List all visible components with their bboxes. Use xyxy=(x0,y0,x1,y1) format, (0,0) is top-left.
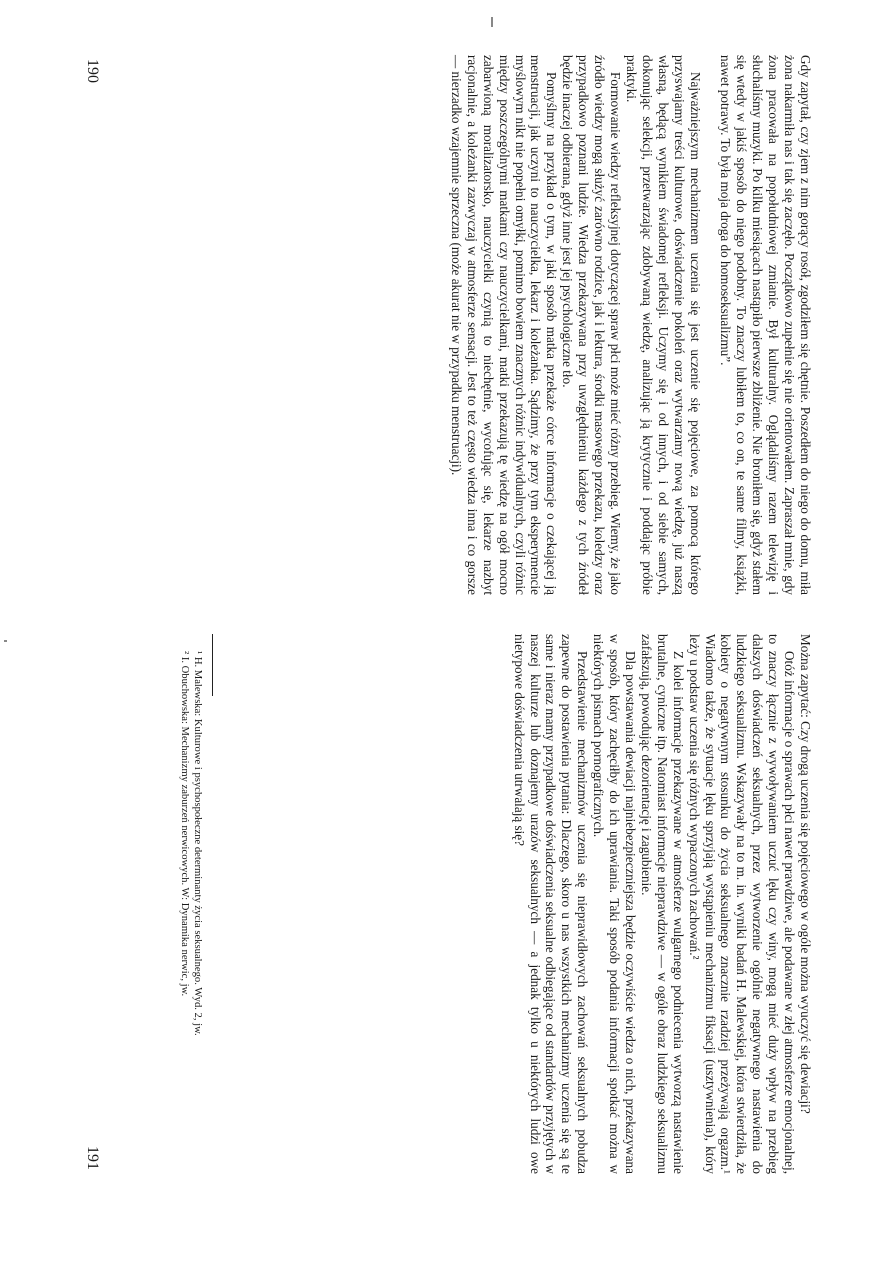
paragraph: Można zapytać: Czy drogą uczenia się pojęciowego w ogóle można wyuczyć się dewiacji? xyxy=(798,634,813,1114)
scan-mark xyxy=(491,17,493,27)
paragraph: Dla powstawania dewiacji najniebezpieczniejsza będzie oczywiście wiedza o nich, przekazywana w sposób, który zachęciłby do ich uprawiania. Taki sposób podania informacji spotkać można w niektórych pismach pornograficznych. xyxy=(591,634,639,1174)
scan-mark xyxy=(4,640,7,642)
paragraph: Pomyślmy na przykład o tym, w jaki sposób matka przekaże córce informacje o czekającej ją menstruacji, jak uczyni to nauczycielka, lekarz i koleżanka. Sądzimy, że przy tym eksperymencie myślowym nikt nie popełni omyłki, pomimo bowiem znacznych różnic indywidualnych, czyli różnic między poszczególnymi matkami czy nauczycielkami, matki przekazują tę wiedzę na ogół mocno zabarwioną moralizatorsko, nauczycielki czynią to niechętnie, wycofując się, lekarze nazbyt racjonalnie, a koleżanki zazwyczaj w atmosferze sensacji. Jest to też często wiedza inna i co gorsze — nierzadko wzajemnie sprzeczna (może akurat nie w przypadku menstruacji). xyxy=(448,55,560,595)
page-191 xyxy=(73,634,813,1174)
footnote: ¹ H. Malewska: Kulturowe i psychospołeczne determinanty życia seksualnego. Wyd. 2, jw. xyxy=(192,651,203,1036)
paragraph: Otóż informacje o sprawach płci nawet prawdziwe, ale podawane w złej atmosferze emocjonalnej, to znaczy łącznie z wywoływaniem uczuć lęku czy winy, mogą mieć duży wpływ na przebieg dalszych doświadczeń seksualnych, przez wytworzenie ogólnie negatywnego nastawienia do ludzkiego seksualizmu. Wskazywały na to m. in. wyniki badań H. Malewskiej, która stwierdziła, że kobiety o negatywnym stosunku do życia seksualnego znacznie rzadziej przeżywają orgazm.¹ Wiadomo także, że sytuacje lęku sprzyjają wystąpieniu mechanizmu fiksacji (usztywnienia), który leży u podstaw uczenia się różnych wypaczonych zachowań.² xyxy=(686,634,798,1174)
paragraph: Gdy zapytał, czy zjem z nim gorący rosół, zgodziłem się chętnie. Poszedłem do niego do domu, miła żona nakarmiła nas i tak się zaczęło. Początkowo zupełnie się nie orientowałem. Zapraszał mnie, gdy żona pracowała na popołudniowej zmianie. Był kulturalny. Oglądaliśmy razem telewizję i słuchaliśmy muzyki. Po kilku miesiącach nastąpiło pierwsze zbliżenie. Nie broniłem się, gdyż stałem się wtedy w jakiś sposób do niego podobny. To znaczy lubiłem to, co on, te same filmy, książki, nawet potrawy. To była moja droga do homoseksualizmu”. xyxy=(718,55,813,595)
page-number: 190 xyxy=(84,59,101,83)
page-191-text xyxy=(511,634,813,1174)
paragraph: Najważniejszym mechanizmem uczenia się jest uczenie się pojęciowe, za pomocą którego przyswajamy treści kulturowe, doświadczenie pokoleń oraz wytwarzamy nową wiedzę, już naszą własną, będącą wynikiem świadomej refleksji. Uczymy się i od innych, i od siebie samych, dokonując selekcji, przetwarzając zdobywaną wiedzę, analizując ją krytycznie i poddając próbie praktyki. xyxy=(623,55,703,595)
page-190 xyxy=(73,55,813,595)
footnote: ² I. Obuchowska: Mechanizmy zaburzeń nerwicowych. W: Dynamika nerwic, jw. xyxy=(179,651,190,997)
page-number: 191 xyxy=(84,1146,101,1170)
page-190-text xyxy=(448,55,813,595)
paragraph: Formowanie wiedzy refleksyjnej dotyczącej spraw płci może mieć różny przebieg. Wiemy, że jako źródło wiedzy mogą służyć zarówno rodzice, jak i lektura, środki masowego przekazu, koledzy oraz przypadkowo poznani ludzie. Wiedza przekazywana przy uwzględnieniu każdego z tych źródeł będzie inaczej odbierana, gdyż inne jest jej psychologiczne tło. xyxy=(560,55,624,595)
footnotes xyxy=(178,634,213,1174)
paragraph: Z kolei informacje przekazywane w atmosferze wulgarnego podniecenia wytworzą nastawienie brutalne, cyniczne itp. Natomiast informacje nieprawdziwe — w ogóle obraz ludzkiego seksualizmu zafałszują, powodując dezorientację i zagubienie. xyxy=(638,634,686,1174)
footnote-rule xyxy=(212,634,213,696)
paragraph: Przedstawienie mechanizmów uczenia się nieprawidłowych zachowań seksualnych pobudza zapewne do postawienia pytania: Dlaczego, skoro u nas wszystkich mechanizmy uczenia się są te same i nieraz mamy przypadkowe doświadczenia seksualne odbiegające od standardów przyjętych w naszej kulturze lub doznajemy urazów seksualnych — a jednak tylko u niektórych ludzi owe nietypowe doświadczenia utrwalają się? xyxy=(511,634,591,1174)
